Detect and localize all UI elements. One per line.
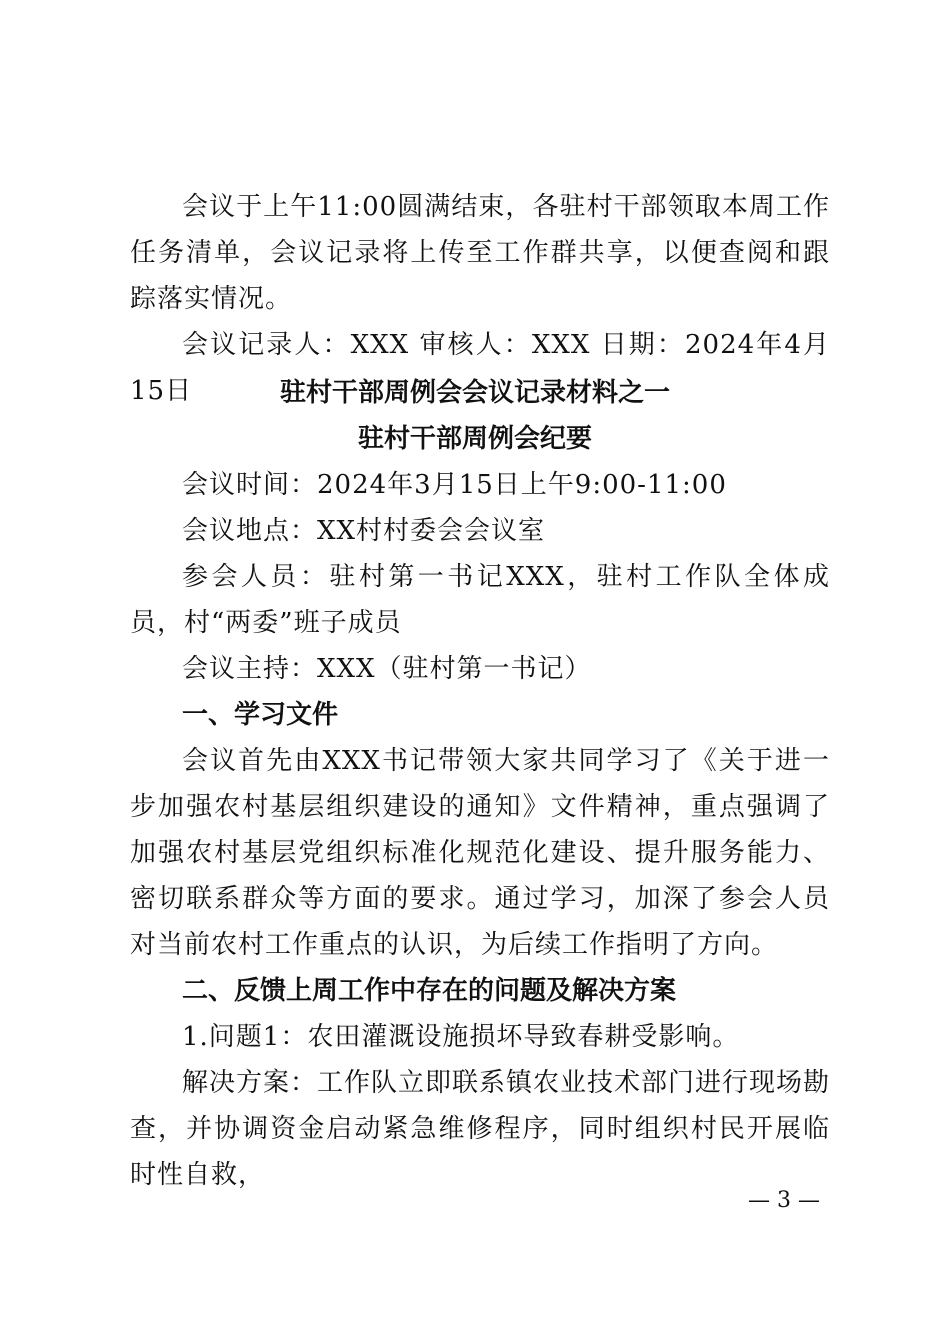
page-number: — 3 —	[748, 1188, 820, 1213]
meeting-time: 会议时间：2024年3月15日上午9:00-11:00	[182, 470, 727, 500]
document-title: 驻村干部周例会会议记录材料之一	[279, 378, 670, 408]
recorder-line: 会议记录人：XXX 审核人：XXX 日期：2024年4月15日	[130, 330, 830, 406]
meeting-place: 会议地点：XX村村委会会议室	[182, 516, 546, 546]
section-heading-1: 一、学习文件	[182, 700, 339, 730]
problem-1: 1.问题1：农田灌溉设施损坏导致春耕受影响。	[182, 1022, 740, 1052]
document-subtitle: 驻村干部周例会纪要	[357, 424, 592, 454]
study-paragraph: 会议首先由XXX书记带领大家共同学习了《关于进一步加强农村基层组织建设的通知》文件精神，重点强调了加强农村基层党组织标准化规范化建设、提升服务能力、密切联系群众等方面的要求。通过学习，加深了参会人员对当前农村工作重点的认识，为后续工作指明了方向。	[130, 746, 830, 960]
meeting-attendees: 参会人员：驻村第一书记XXX，驻村工作队全体成员，村“两委”班子成员	[130, 562, 830, 638]
closing-paragraph: 会议于上午11:00圆满结束，各驻村干部领取本周工作任务清单，会议记录将上传至工作群共享，以便查阅和跟踪落实情况。	[130, 192, 830, 314]
meeting-host: 会议主持：XXX（驻村第一书记）	[182, 654, 592, 684]
solution-1: 解决方案：工作队立即联系镇农业技术部门进行现场勘查，并协调资金启动紧急维修程序，同时组织村民开展临时性自救，	[130, 1068, 831, 1190]
section-heading-2: 二、反馈上周工作中存在的问题及解决方案	[182, 976, 677, 1006]
